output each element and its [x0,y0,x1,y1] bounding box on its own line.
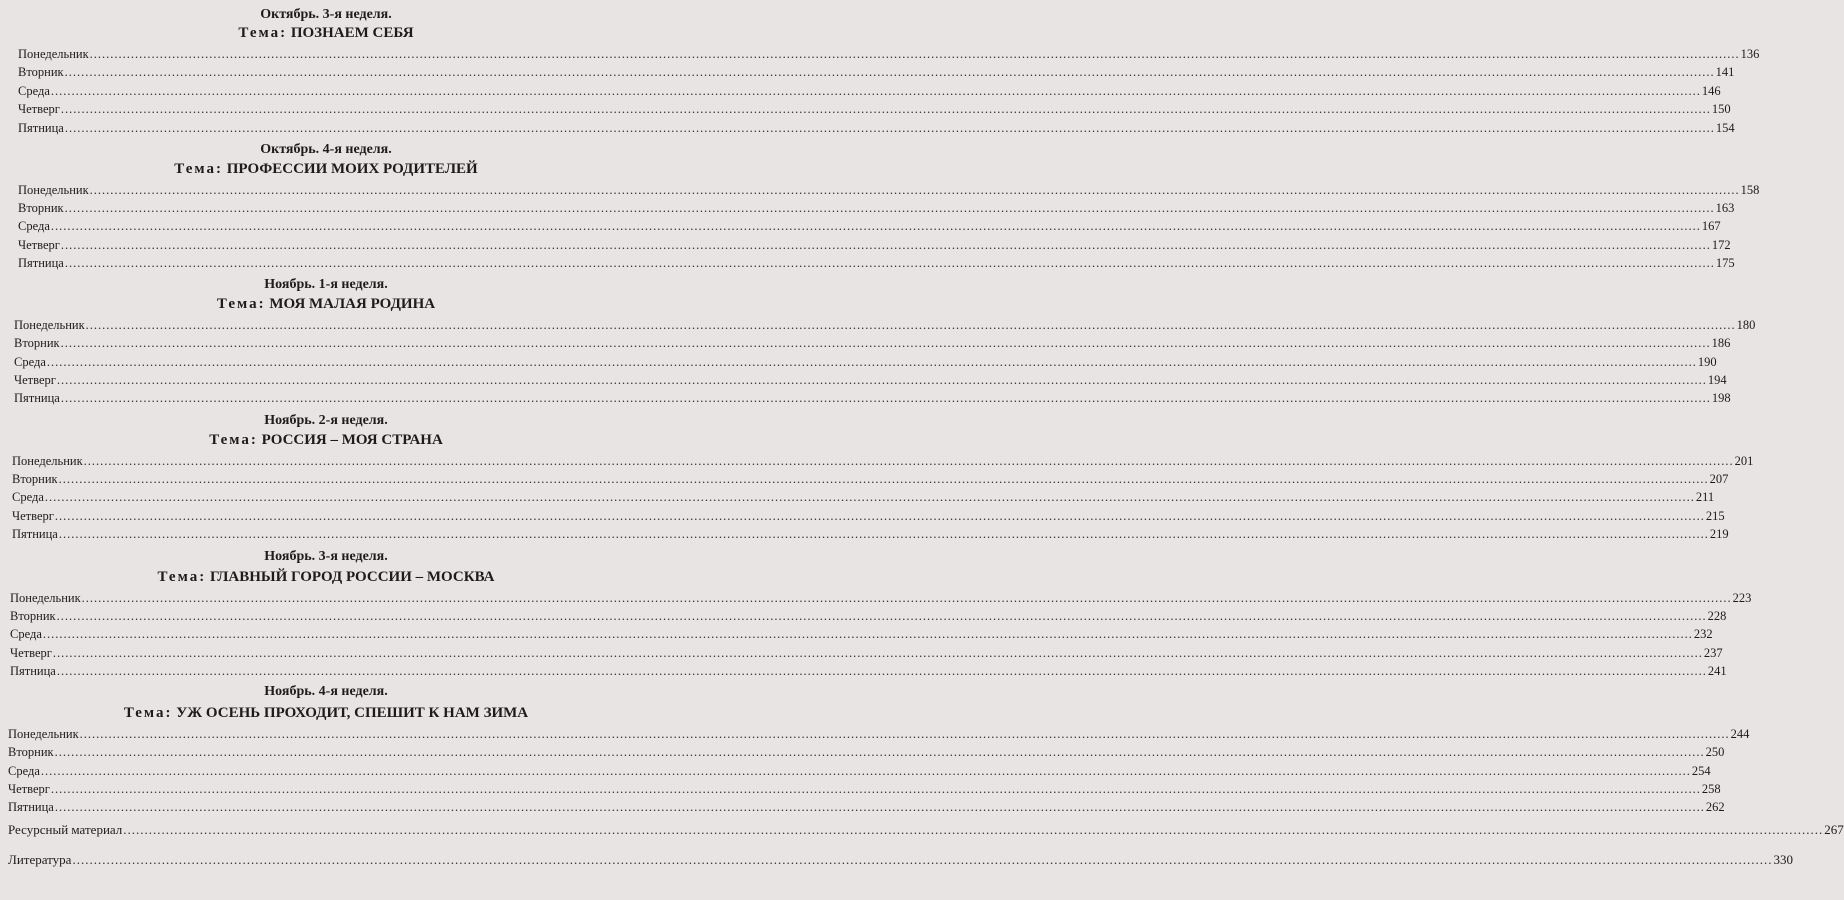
page-number: 330 [1773,852,1793,867]
page-number: 186 [1711,336,1731,351]
page-number: 244 [1730,727,1750,741]
entry-label: Понедельник [10,591,81,605]
page-number: 258 [1701,781,1721,796]
dot-leader: ................................................................................................................................................................................................................................................................................................................................................................................................................ [60,391,1711,406]
toc-entry [18,120,1735,136]
entry-label: Вторник [18,65,64,80]
dot-leader: ................................................................................................................................................................................................................................................................................................................................................................................................................ [58,472,1709,487]
dot-leader: ................................................................................................................................................................................................................................................................................................................................................................................................................ [56,609,1707,624]
dot-leader: ................................................................................................................................................................................................................................................................................................................................................................................................................ [89,47,1740,61]
entry-label: Среда [14,354,46,369]
theme-prefix: Тема: [157,569,207,585]
entry-label: Четверг [18,237,60,252]
page-number: 237 [1703,645,1723,660]
toc-entry [18,182,1760,198]
entry-label: Понедельник [14,318,85,332]
dot-leader: ................................................................................................................................................................................................................................................................................................................................................................................................................ [44,490,1695,505]
toc-entry [8,744,1725,760]
toc-entry [12,471,1729,487]
dot-leader: ................................................................................................................................................................................................................................................................................................................................................................................................................ [60,102,1711,117]
entry-label: Пятница [8,800,54,815]
toc-entry [10,663,1727,679]
entry-label: Пятница [18,120,64,135]
entry-label: Четверг [18,102,60,117]
toc-entry [10,590,1752,606]
toc-entry [8,763,1711,779]
toc-entry [8,726,1750,742]
entry-label: Четверг [8,781,50,796]
theme-prefix: Тема: [216,296,266,312]
dot-leader: ................................................................................................................................................................................................................................................................................................................................................................................................................ [46,354,1697,369]
entry-label: Среда [18,83,50,98]
page-number: 241 [1707,663,1727,678]
theme-prefix: Тема: [123,705,173,721]
page-number: 262 [1705,800,1725,815]
toc-entry [12,489,1715,505]
entry-label: Пятница [12,526,58,541]
dot-leader: ................................................................................................................................................................................................................................................................................................................................................................................................................ [42,627,1693,642]
entry-label: Вторник [12,472,58,487]
dot-leader: ................................................................................................................................................................................................................................................................................................................................................................................................................ [123,822,1824,837]
dot-leader: ................................................................................................................................................................................................................................................................................................................................................................................................................ [54,800,1705,815]
page-number: 211 [1695,490,1715,505]
theme-prefix: Тема: [238,25,288,41]
theme-title: ПРОФЕССИИ МОИХ РОДИТЕЛЕЙ [226,161,478,177]
dot-leader: ................................................................................................................................................................................................................................................................................................................................................................................................................ [64,255,1715,270]
theme-heading [0,704,652,722]
theme-title: РОССИЯ – МОЯ СТРАНА [261,432,443,448]
page-number: 267 [1824,822,1844,837]
entry-label: Понедельник [18,47,89,61]
dot-leader: ................................................................................................................................................................................................................................................................................................................................................................................................................ [64,201,1715,216]
page-number: 194 [1707,372,1727,387]
entry-label: Вторник [18,201,64,216]
toc-entry [18,83,1721,99]
toc-entry [14,390,1731,406]
theme-title: ГЛАВНЫЙ ГОРОД РОССИИ – МОСКВА [209,569,495,585]
dot-leader: ................................................................................................................................................................................................................................................................................................................................................................................................................ [60,237,1711,252]
toc-entry [14,335,1731,351]
page-number: 223 [1732,591,1752,605]
toc-entry [18,64,1735,80]
page-number: 172 [1711,237,1731,252]
toc-entry [8,822,1844,838]
theme-title: УЖ ОСЕНЬ ПРОХОДИТ, СПЕШИТ К НАМ ЗИМА [176,705,529,721]
toc-entry [8,799,1725,815]
toc-entry [8,852,1793,868]
entry-label: Вторник [8,745,54,760]
page-number: 190 [1697,354,1717,369]
entry-label: Ресурсный материал [8,822,123,837]
dot-leader: ................................................................................................................................................................................................................................................................................................................................................................................................................ [54,508,1705,523]
entry-label: Понедельник [12,454,83,468]
toc-entry [10,626,1713,642]
dot-leader: ................................................................................................................................................................................................................................................................................................................................................................................................................ [50,781,1701,796]
dot-leader: ................................................................................................................................................................................................................................................................................................................................................................................................................ [56,663,1707,678]
theme-heading [0,568,652,586]
theme-heading [0,431,652,449]
entry-label: Среда [12,490,44,505]
dot-leader: ................................................................................................................................................................................................................................................................................................................................................................................................................ [83,454,1734,468]
dot-leader: ................................................................................................................................................................................................................................................................................................................................................................................................................ [64,65,1715,80]
toc-entry [14,372,1727,388]
theme-title: МОЯ МАЛАЯ РОДИНА [269,296,436,312]
dot-leader: ................................................................................................................................................................................................................................................................................................................................................................................................................ [52,645,1703,660]
entry-label: Среда [18,219,50,234]
dot-leader: ................................................................................................................................................................................................................................................................................................................................................................................................................ [40,763,1691,778]
entry-label: Среда [8,763,40,778]
page-number: 167 [1701,219,1721,234]
entry-label: Литература [8,852,72,867]
page-number: 228 [1707,609,1727,624]
toc-entry [18,255,1735,271]
page-number: 219 [1709,526,1729,541]
toc-entry [18,237,1731,253]
page-number: 250 [1705,745,1725,760]
toc-entry [10,608,1727,624]
toc-entry [8,781,1721,797]
entry-label: Вторник [10,609,56,624]
toc-entry [12,526,1729,542]
theme-prefix: Тема: [209,432,258,448]
toc-entry [10,645,1723,661]
dot-leader: ................................................................................................................................................................................................................................................................................................................................................................................................................ [64,120,1715,135]
entry-label: Четверг [14,372,56,387]
toc-entry [12,508,1725,524]
entry-label: Пятница [10,663,56,678]
page-number: 175 [1715,255,1735,270]
toc-entry [12,453,1754,469]
theme-heading [0,24,652,42]
page-number: 201 [1734,454,1754,468]
entry-label: Четверг [12,508,54,523]
page-number: 163 [1715,201,1735,216]
toc-entry [18,200,1735,216]
toc-entry [18,101,1731,117]
dot-leader: ................................................................................................................................................................................................................................................................................................................................................................................................................ [60,336,1711,351]
toc-entry [14,317,1756,333]
page-number: 215 [1705,508,1725,523]
dot-leader: ................................................................................................................................................................................................................................................................................................................................................................................................................ [89,183,1740,197]
page-number: 198 [1711,391,1731,406]
dot-leader: ................................................................................................................................................................................................................................................................................................................................................................................................................ [50,219,1701,234]
dot-leader: ................................................................................................................................................................................................................................................................................................................................................................................................................ [54,745,1705,760]
entry-label: Понедельник [18,183,89,197]
theme-prefix: Тема: [174,161,223,177]
dot-leader: ................................................................................................................................................................................................................................................................................................................................................................................................................ [79,727,1730,741]
page-number: 150 [1711,102,1731,117]
dot-leader: ................................................................................................................................................................................................................................................................................................................................................................................................................ [50,83,1701,98]
week-heading: Ноябрь. 2-я неделя. [264,413,388,428]
week-heading: Ноябрь. 4-я неделя. [264,684,388,699]
theme-heading [0,295,652,313]
page-number: 180 [1736,318,1756,332]
dot-leader: ................................................................................................................................................................................................................................................................................................................................................................................................................ [58,526,1709,541]
entry-label: Пятница [18,255,64,270]
page-number: 154 [1715,120,1735,135]
week-heading: Ноябрь. 1-я неделя. [264,277,388,292]
entry-label: Среда [10,627,42,642]
page-number: 232 [1693,627,1713,642]
page-number: 141 [1715,65,1735,80]
page-number: 158 [1740,183,1760,197]
week-heading: Октябрь. 4-я неделя. [260,142,392,157]
page-number: 136 [1740,47,1760,61]
entry-label: Понедельник [8,727,79,741]
entry-label: Пятница [14,391,60,406]
toc-entry [18,46,1760,62]
toc-entry [18,218,1721,234]
week-heading: Октябрь. 3-я неделя. [260,7,392,22]
theme-heading [0,160,652,178]
dot-leader: ................................................................................................................................................................................................................................................................................................................................................................................................................ [56,372,1707,387]
entry-label: Вторник [14,336,60,351]
page-number: 254 [1691,763,1711,778]
toc-entry [14,354,1717,370]
page-number: 146 [1701,83,1721,98]
week-heading: Ноябрь. 3-я неделя. [264,549,388,564]
dot-leader: ................................................................................................................................................................................................................................................................................................................................................................................................................ [85,318,1736,332]
page-number: 207 [1709,472,1729,487]
dot-leader: ................................................................................................................................................................................................................................................................................................................................................................................................................ [81,591,1732,605]
theme-title: ПОЗНАЕМ СЕБЯ [290,25,414,41]
entry-label: Четверг [10,645,52,660]
dot-leader: ................................................................................................................................................................................................................................................................................................................................................................................................................ [72,852,1773,867]
